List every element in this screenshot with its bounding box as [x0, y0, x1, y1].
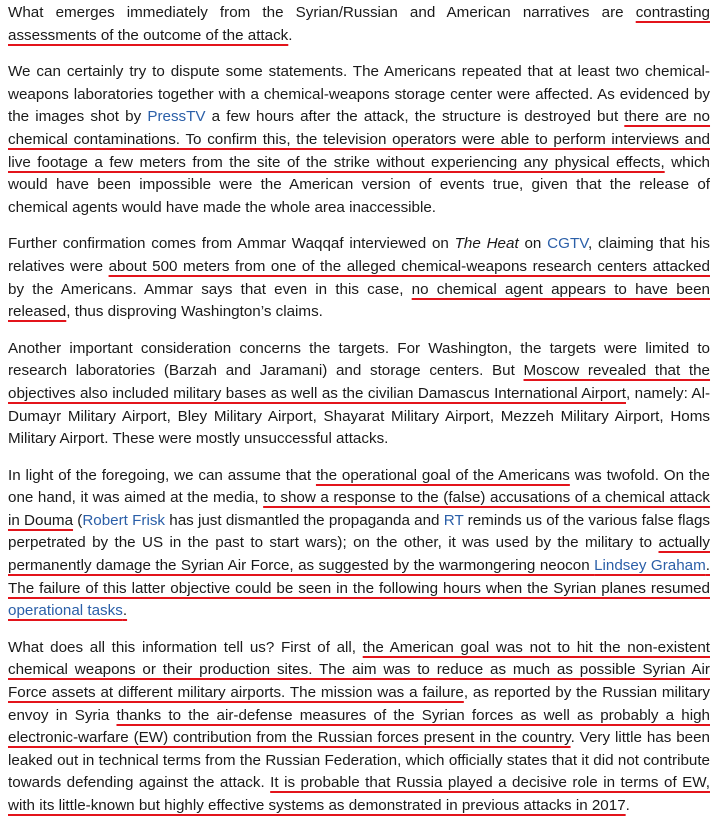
text-run: . — [288, 26, 293, 44]
highlighted-text: thanks to the air-defense measures of the Syrian forces as well as probably a high electronic-warfare (EW) contribution from the Russian forces present in the country — [8, 706, 710, 747]
text-run: Further confirmation comes from Ammar Waqqaf interviewed on — [8, 235, 455, 253]
text-run: . Very little has been leaked out in technical terms from the Russian Federation, which officially states that it did not contribute towards defending against the attack. — [8, 729, 710, 792]
text-run: by the Americans. Ammar says that even in this case, — [8, 280, 412, 298]
highlighted-text: Moscow revealed that the objectives also included military bases as well as the civilian Damascus International Airport — [8, 362, 711, 402]
link-rt[interactable]: RT — [443, 511, 464, 529]
text-run: which would have been impossible were the American version of events true, given that the release of chemical agents would have made the whole area inaccessible. — [8, 153, 710, 216]
text-run: What does all this information tell us? First of all, — [8, 638, 363, 656]
paragraph-outcome — [8, 2, 710, 47]
text-run: , as reported by the Russian military envoy in Syria — [8, 684, 710, 724]
highlighted-text: . — [122, 602, 128, 620]
paragraph-targets — [8, 338, 710, 451]
highlighted-text: It is probable that Russia played a decisive role in terms of EW, with its little-known but highly effective systems as demonstrated in previous attacks in 2017 — [8, 774, 710, 814]
text-run: was twofold. On the one hand, it was aimed at the media, — [8, 466, 710, 507]
highlighted-text: about 500 meters from one of the alleged chemical-weapons research centers attacked — [108, 257, 710, 275]
highlighted-text: contrasting assessments of the outcome of the attack — [8, 4, 710, 44]
link-cgtv[interactable]: CGTV — [547, 235, 588, 253]
highlighted-text: the operational goal of the Americans — [315, 466, 570, 484]
text-run: , thus disproving Washington’s claims. — [66, 303, 323, 321]
text-run: We can certainly try to dispute some statements. The Americans repeated that at least two chemical-weapons laboratories together with a chemical-weapons storage center were affected. As evidenced by the images shot by — [8, 63, 710, 126]
link-operational-tasks[interactable]: operational tasks — [8, 602, 123, 620]
text-run: on — [518, 235, 548, 253]
text-run: , claiming that his relatives were — [8, 235, 710, 275]
text-run: Another important consideration concerns the targets. For Washington, the targets were limited to research laboratories (Barzah and Jaramani) and storage centers. But — [8, 339, 710, 380]
paragraph-confirmation — [8, 233, 710, 323]
highlighted-text: no chemical agent appears to have been released — [8, 280, 710, 321]
text-run: What emerges immediately from the Syrian/Russian and American narratives are — [8, 4, 636, 21]
text-run: . — [625, 797, 630, 814]
paragraph-laboratories — [8, 61, 710, 219]
link-lindsey-graham[interactable]: Lindsey Graham — [594, 557, 706, 575]
text-run: has just dismantled the propaganda and — [165, 511, 444, 529]
link-robert-frisk[interactable]: Robert Frisk — [82, 511, 166, 529]
text-run: reminds us of the various false flags perpetrated by the US in the past to start wars); on the other, it was used by the military to — [8, 511, 711, 552]
highlighted-text: . The failure of this latter objective could be seen in the following hours when the Syrian planes resumed — [8, 557, 710, 597]
text-run: a few hours after the attack, the structure is destroyed but — [205, 108, 625, 126]
highlighted-text: to show a response to the (false) accusations of a chemical attack in Douma — [8, 489, 711, 529]
paragraph-conclusion — [8, 637, 710, 818]
text-run: In light of the foregoing, we can assume that — [8, 466, 316, 484]
highlighted-text: the American goal was not to hit the non-existent chemical weapons or their production sites. The aim was to reduce as much as possible Syrian Air Force assets at different military airports. The mission was a failure — [8, 638, 710, 702]
highlighted-text: there are no chemical contaminations. To confirm this, the television operators were able to perform interviews and live footage a few meters from the site of the strike without experiencing any physical effects, — [8, 108, 711, 171]
show-title: The Heat — [454, 235, 519, 253]
article-body — [8, 2, 710, 832]
text-run: , namely: Al-Dumayr Military Airport, Bley Military Airport, Shayarat Military Airport, Mezzeh Military Airport, Homs Military Airport. These were mostly unsuccessful attacks. — [8, 384, 710, 448]
text-run: ( — [73, 511, 83, 529]
highlighted-text: actually permanently damage the Syrian Air Force, as suggested by the warmongering neocon — [8, 534, 710, 575]
paragraph-operational-goal — [8, 465, 710, 623]
link-presstv[interactable]: PressTV — [147, 108, 206, 126]
